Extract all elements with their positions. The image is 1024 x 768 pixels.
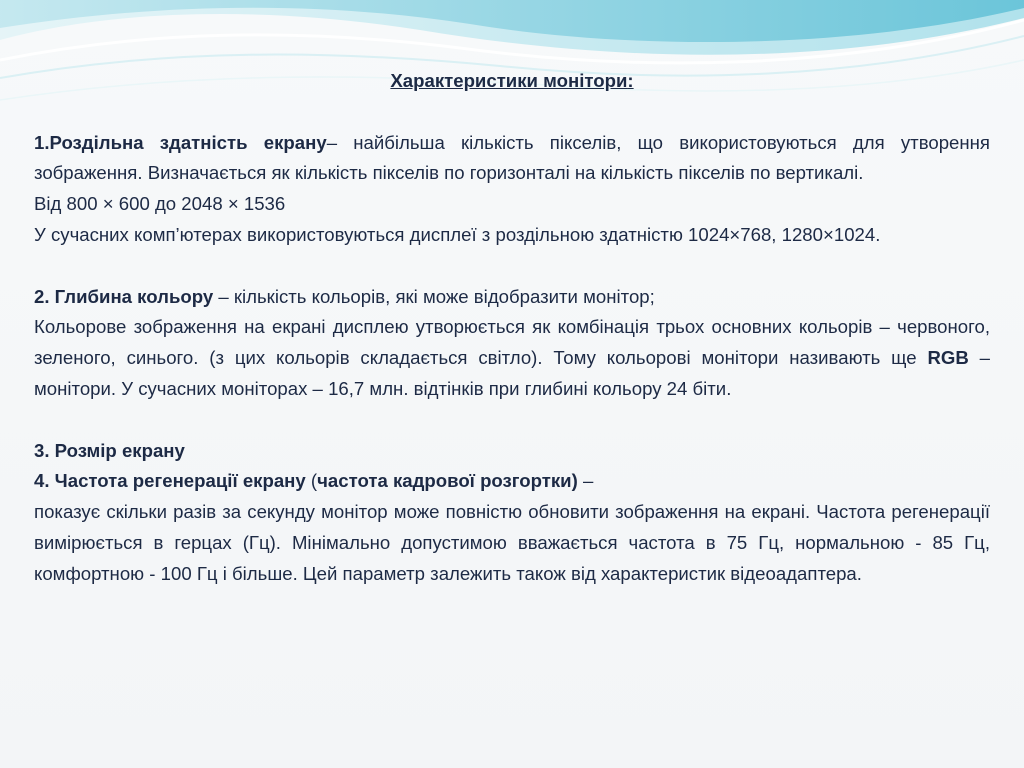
slide-content — [34, 66, 990, 590]
section-screen-size — [34, 436, 990, 467]
rgb-term: RGB — [927, 347, 969, 369]
section-resolution — [34, 128, 990, 190]
refresh-dash: – — [577, 470, 594, 492]
color-depth-paragraph — [34, 312, 990, 404]
resolution-modern: У сучасних комп’ютерах використовуються дисплеї з роздільною здатністю 1024×768, 1280×1024. — [34, 223, 881, 245]
color-depth-heading: 2. Глибина кольору — [34, 285, 214, 307]
screen-size-heading: 3. Розмір екрану — [34, 439, 185, 461]
resolution-heading: 1.Роздільна здатність екрану — [34, 131, 327, 153]
color-depth-text: – кількість кольорів, які може відобразити монітор; — [213, 285, 655, 307]
section-color-depth — [34, 282, 990, 313]
spacer — [34, 405, 990, 436]
title-colon: : — [627, 70, 634, 91]
title-text: Характеристики монітори — [390, 70, 628, 91]
slide-title — [34, 66, 990, 97]
color-paragraph-after: – монітори. У сучасних моніторах – 16,7 млн. відтінків при глибині кольору 24 біти. — [34, 347, 990, 399]
resolution-range: Від 800 × 600 до 2048 × 1536 — [34, 193, 286, 215]
color-paragraph-before: Кольорове зображення на екрані дисплею утворюється як комбінація трьох основних кольорів – червоного, зеленого, синього. (з цих кольорів складається світло). Тому кольорові монітори називають ще — [34, 316, 990, 369]
refresh-rate-paragraph: показує скільки разів за секунду монітор може повністю обновити зображення на екрані. Частота регенерації вимірюється в герцах (Гц). Мінімально допустимою вважається частота в 75 Гц, нормальною - 85 Гц, комфортною - 100 Гц і більше. Цей параметр залежить також від характеристик відеоадаптера. — [34, 501, 990, 584]
spacer — [34, 251, 990, 282]
resolution-text: – найбільша кількість пікселів, що використовуються для утворення зображення. Визначається як кількість пікселів по горизонталі на кількість пікселів по вертикалі. — [34, 131, 990, 184]
section-refresh-rate — [34, 466, 990, 497]
refresh-rate-heading: 4. Частота регенерації екрану — [34, 470, 306, 492]
refresh-sub-heading: частота кадрової розгортки) — [317, 470, 578, 492]
spacer — [34, 97, 990, 128]
refresh-paren-open: ( — [305, 470, 318, 492]
